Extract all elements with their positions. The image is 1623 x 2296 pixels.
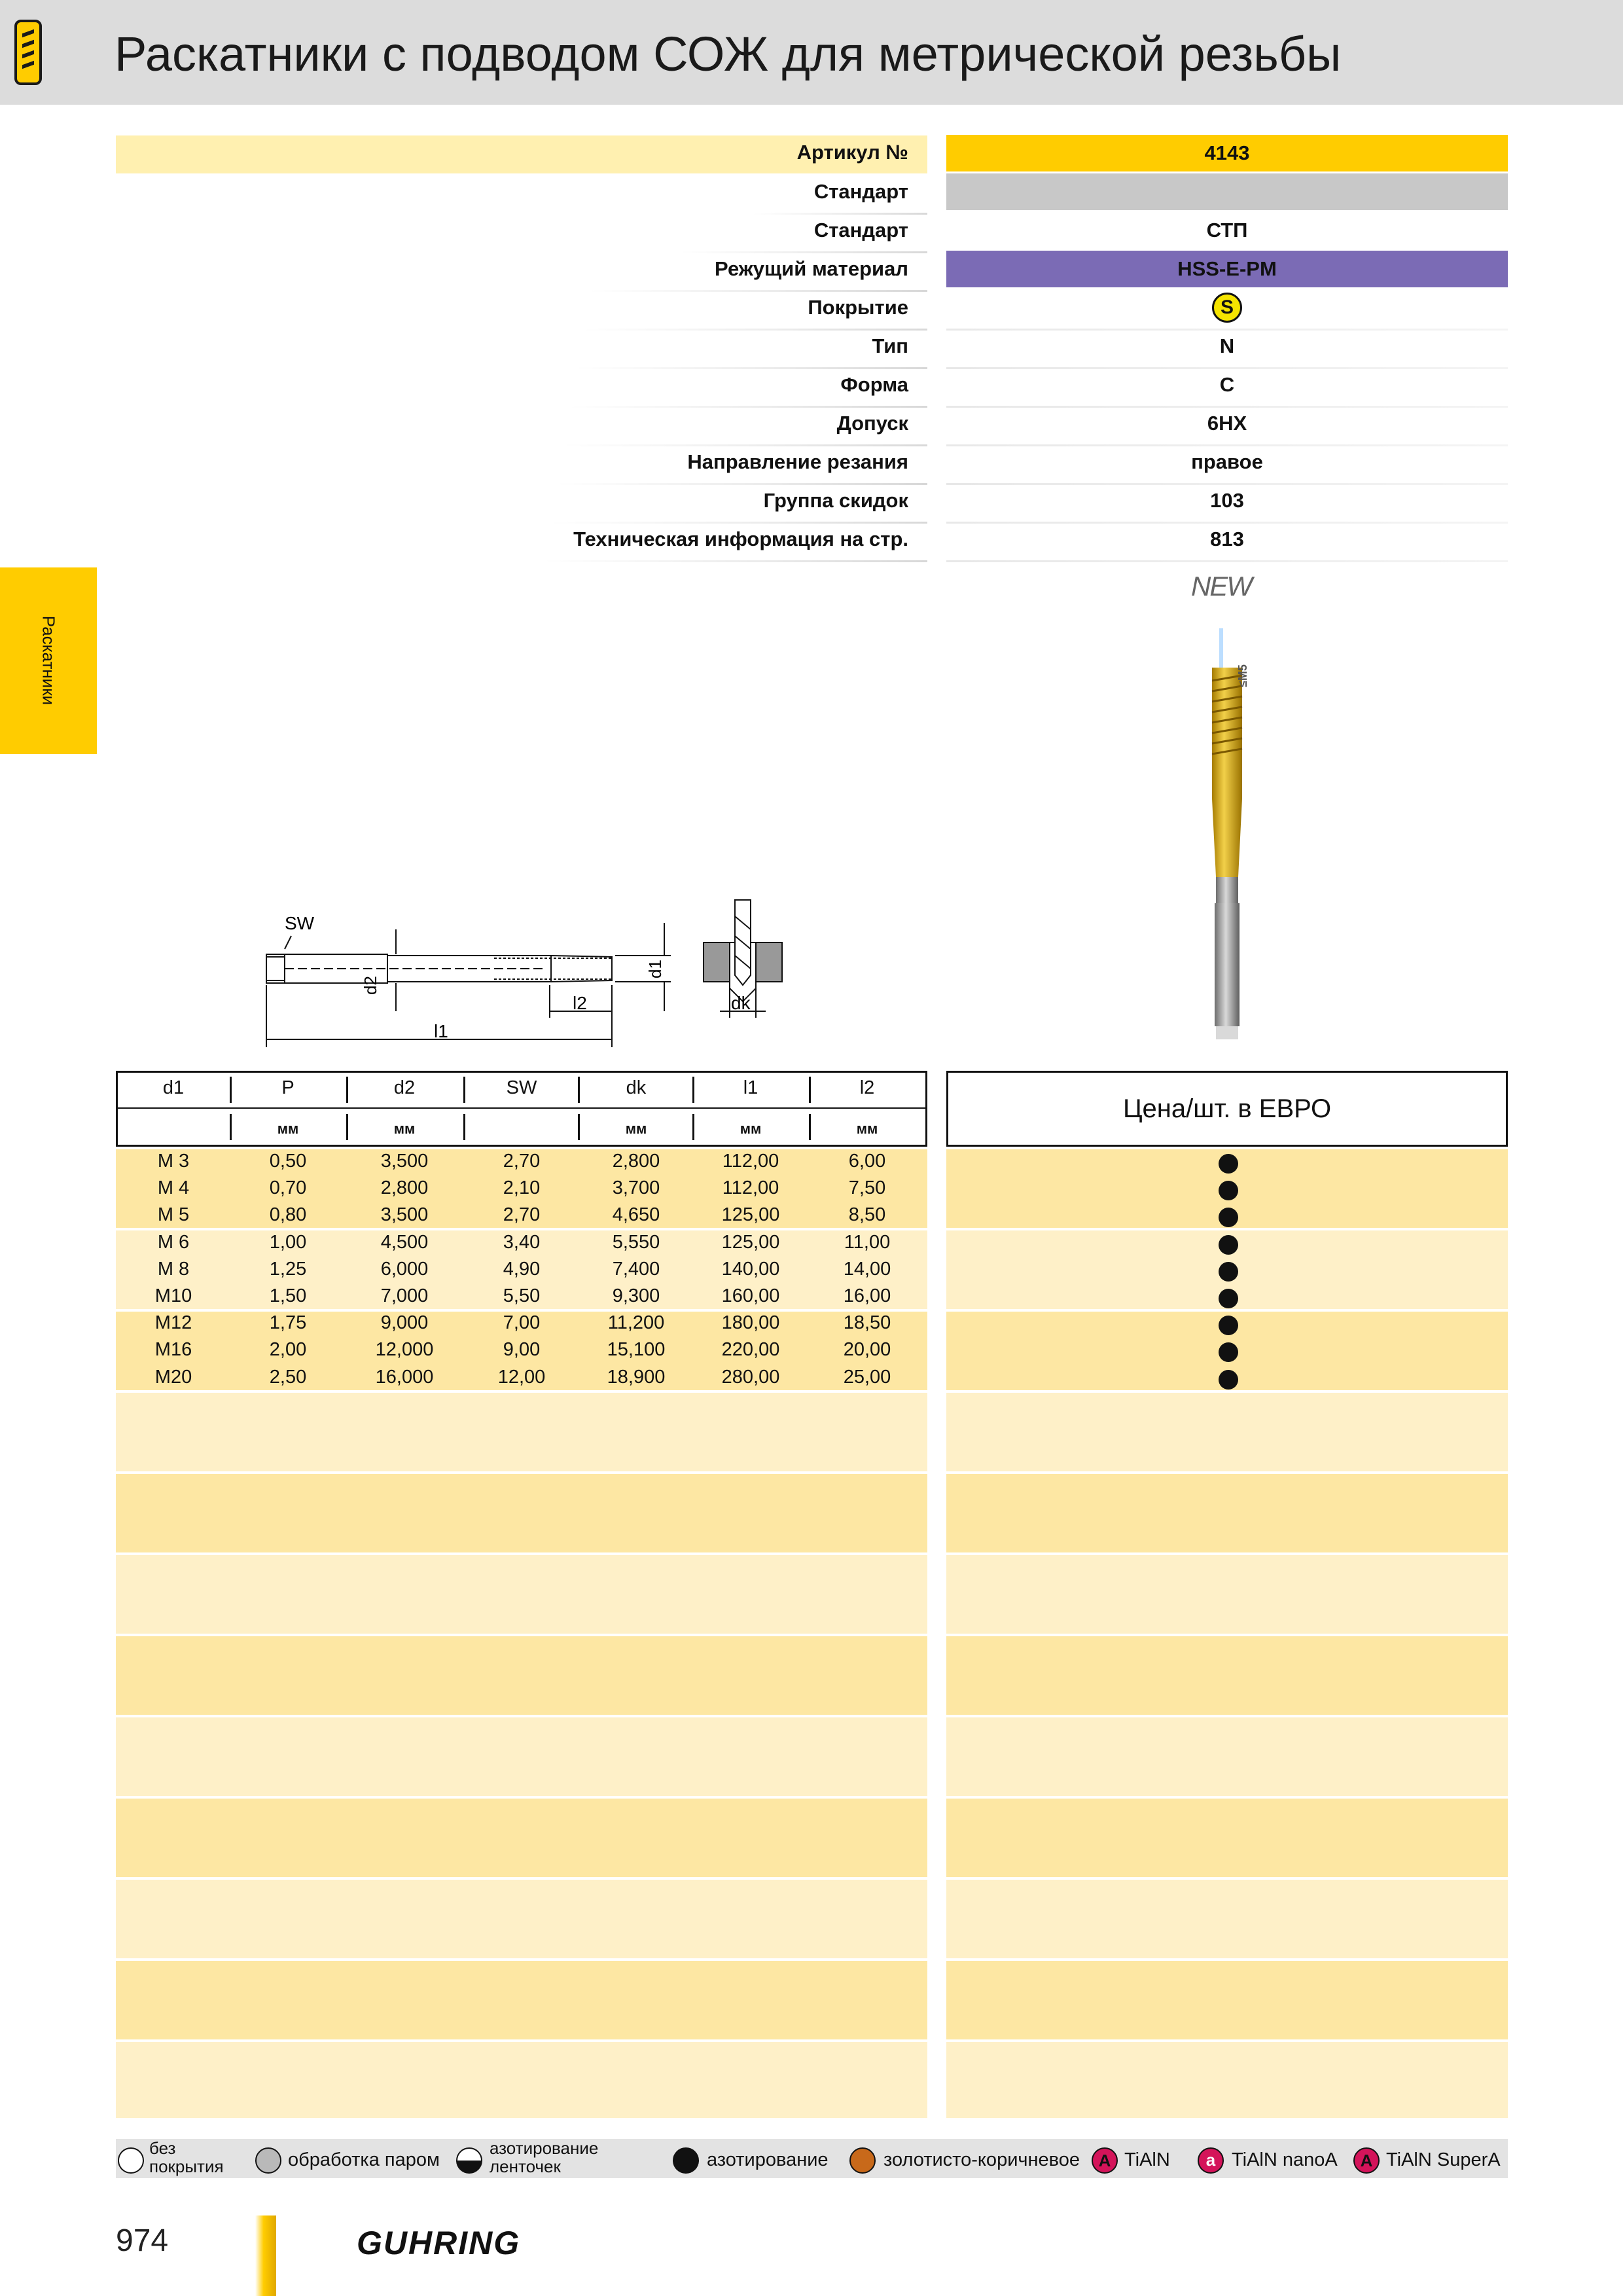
table-cell: 11,200 (607, 1312, 665, 1334)
legend-nitrided: азотирование (707, 2149, 829, 2170)
table-cell: 3,500 (380, 1204, 429, 1226)
row-band (946, 1961, 1508, 2039)
price-header: Цена/шт. в ЕВРО (946, 1071, 1508, 1147)
row-band (116, 1636, 927, 1715)
table-cell: 2,70 (503, 1204, 541, 1226)
table-cell: 112,00 (722, 1151, 779, 1172)
row-band (116, 1555, 927, 1634)
row-band (946, 1717, 1508, 1796)
availability-dot-icon[interactable] (1219, 1154, 1238, 1174)
row-thread-size: M 4 (157, 1177, 190, 1199)
drawing-sw-label: SW (285, 913, 315, 933)
gold-brown-icon (849, 2147, 876, 2174)
column-header-l2: l2 (859, 1077, 875, 1098)
availability-dot-icon[interactable] (1219, 1262, 1238, 1282)
table-cell: 3,40 (503, 1231, 541, 1253)
table-cell: 2,10 (503, 1177, 541, 1199)
availability-dot-icon[interactable] (1219, 1316, 1238, 1335)
table-cell: 1,75 (269, 1312, 307, 1334)
row-band (946, 1636, 1508, 1715)
tialn-supera-icon: A (1353, 2147, 1380, 2174)
row-band (946, 1393, 1508, 1471)
drawing-l2-label: l2 (573, 993, 587, 1013)
article-number: 4143 (946, 135, 1508, 171)
cutting-direction-value: правое (1191, 450, 1263, 473)
column-header-d2: d2 (393, 1077, 416, 1098)
row-band (946, 1555, 1508, 1634)
form-label: Форма (840, 373, 908, 396)
table-cell: 280,00 (721, 1366, 780, 1388)
table-cell: 125,00 (721, 1231, 780, 1253)
table-cell: 12,00 (497, 1366, 546, 1388)
table-cell: 14,00 (843, 1258, 891, 1280)
column-unit: мм (856, 1121, 878, 1137)
tool-size-marking: ≤M5 (1236, 664, 1249, 687)
table-cell: 11,00 (844, 1231, 891, 1253)
tialn-icon: A (1092, 2147, 1118, 2174)
column-header-d1: d1 (162, 1077, 185, 1098)
standard-value (946, 173, 1508, 210)
new-badge: NEW (1191, 571, 1251, 601)
table-cell: 160,00 (721, 1285, 780, 1306)
column-header-l1: l1 (743, 1077, 758, 1098)
table-cell: 15,100 (607, 1339, 666, 1361)
row-thread-size: M20 (154, 1366, 192, 1388)
row-band (946, 1474, 1508, 1552)
table-cell: 2,800 (380, 1177, 429, 1199)
row-band (116, 2042, 927, 2118)
drawing-dk-label: dk (731, 993, 751, 1013)
table-cell: 0,80 (269, 1204, 307, 1226)
tech-info-label: Техническая информация на стр. (573, 528, 908, 550)
table-cell: 125,00 (721, 1204, 780, 1226)
availability-dot-icon[interactable] (1219, 1370, 1238, 1390)
coating-value-cell (946, 289, 1508, 326)
table-cell: 0,70 (269, 1177, 307, 1199)
row-band (116, 1474, 927, 1552)
table-cell: 4,500 (380, 1231, 429, 1253)
table-cell: 20,00 (843, 1339, 891, 1361)
type-value: N (1219, 334, 1235, 357)
legend-tialn-nanoa: TiAlN nanoA (1232, 2149, 1338, 2170)
table-cell: 1,25 (269, 1258, 307, 1280)
drawing-l1-label: l1 (434, 1021, 448, 1041)
row-band (116, 1717, 927, 1796)
row-thread-size: M 6 (157, 1231, 190, 1253)
side-section-tab[interactable] (0, 567, 97, 754)
table-cell: 18,900 (607, 1366, 666, 1388)
coating-s-icon: S (1212, 293, 1242, 323)
steam-treated-icon (255, 2147, 281, 2174)
footer-accent-bar (255, 2215, 276, 2296)
table-cell: 2,50 (269, 1366, 307, 1388)
table-cell: 3,700 (612, 1177, 660, 1199)
table-cell: 7,00 (503, 1312, 541, 1334)
type-label: Тип (872, 334, 908, 357)
row-band (116, 1961, 927, 2039)
table-cell: 9,000 (380, 1312, 429, 1334)
table-cell: 1,00 (269, 1231, 307, 1253)
row-band (116, 1880, 927, 1958)
tolerance-label: Допуск (836, 412, 908, 435)
column-unit: мм (277, 1121, 299, 1137)
legend-tialn: TiAlN (1124, 2149, 1170, 2170)
coating-label: Покрытие (808, 296, 908, 319)
column-header-sw: SW (506, 1077, 537, 1098)
table-cell: 5,50 (503, 1285, 541, 1306)
row-band (116, 1799, 927, 1877)
table-cell: 18,50 (843, 1312, 891, 1334)
table-cell: 4,650 (612, 1204, 660, 1226)
tool-photo (1178, 615, 1276, 1054)
table-cell: 180,00 (721, 1312, 780, 1334)
discount-group-value: 103 (1210, 489, 1244, 512)
table-cell: 112,00 (722, 1177, 779, 1199)
drawing-d2-label: d2 (361, 976, 380, 995)
uncoated-icon (118, 2147, 144, 2174)
row-thread-size: M 5 (157, 1204, 190, 1226)
legend-steam: обработка паром (288, 2149, 440, 2170)
legend-gold-brown: золотисто-коричневое (883, 2149, 1080, 2170)
legend-uncoated: без покрытия (149, 2138, 224, 2176)
row-thread-size: M 8 (157, 1258, 190, 1280)
drawing-d1-label: d1 (645, 960, 665, 978)
table-cell: 16,00 (843, 1285, 891, 1306)
technical-drawing (259, 897, 815, 1054)
availability-dot-icon[interactable] (1219, 1235, 1238, 1255)
table-cell: 6,00 (848, 1151, 886, 1172)
table-cell: 2,800 (612, 1151, 660, 1172)
page-number: 974 (116, 2223, 169, 2258)
row-thread-size: M10 (154, 1285, 192, 1306)
article-label: Артикул № (796, 141, 908, 164)
standard-label: Стандарт (813, 180, 908, 203)
thread-former-icon (14, 20, 42, 85)
table-cell: 7,400 (612, 1258, 660, 1280)
availability-dot-icon[interactable] (1219, 1289, 1238, 1308)
column-unit: мм (393, 1121, 416, 1137)
row-thread-size: M 3 (157, 1151, 190, 1172)
column-unit: мм (625, 1121, 647, 1137)
tolerance-value: 6HX (1207, 412, 1247, 435)
standard-label-2: Стандарт (813, 219, 908, 242)
table-cell: 16,000 (375, 1366, 434, 1388)
table-cell: 9,00 (503, 1339, 541, 1361)
table-cell: 9,300 (612, 1285, 660, 1306)
table-cell: 1,50 (269, 1285, 307, 1306)
column-header-dk: dk (626, 1077, 647, 1098)
table-cell: 7,50 (848, 1177, 886, 1199)
material-value: HSS-E-PM (946, 251, 1508, 287)
legend-tialn-supera: TiAlN SuperA (1386, 2149, 1501, 2170)
cutting-direction-label: Направление резания (687, 450, 908, 473)
brand-logo: GUHRING (357, 2225, 521, 2261)
table-cell: 7,000 (380, 1285, 429, 1306)
discount-group-label: Группа скидок (763, 489, 908, 512)
table-cell: 220,00 (721, 1339, 780, 1361)
row-band (946, 2042, 1508, 2118)
availability-dot-icon[interactable] (1219, 1181, 1238, 1200)
standard-value-2: СТП (1206, 219, 1248, 242)
legend-strip-nitrided: азотирование ленточек (490, 2138, 599, 2176)
row-band (116, 1393, 927, 1471)
table-cell: 6,000 (380, 1258, 429, 1280)
table-cell: 0,50 (269, 1151, 307, 1172)
page-title: Раскатники с подводом СОЖ для метрической резьбы (115, 27, 1342, 81)
table-cell: 4,90 (503, 1258, 541, 1280)
table-cell: 12,000 (375, 1339, 434, 1361)
nitrided-icon (673, 2147, 699, 2174)
tech-info-page[interactable]: 813 (1210, 528, 1244, 550)
table-cell: 5,550 (612, 1231, 660, 1253)
form-value: C (1219, 373, 1235, 396)
row-band (946, 1799, 1508, 1877)
column-unit: мм (740, 1121, 762, 1137)
row-thread-size: M16 (154, 1339, 192, 1361)
column-header-p: P (281, 1077, 294, 1098)
table-cell: 3,500 (380, 1151, 429, 1172)
strip-nitrided-icon (456, 2147, 482, 2174)
table-cell: 2,00 (269, 1339, 307, 1361)
tialn-nanoa-icon: a (1198, 2147, 1224, 2174)
table-cell: 8,50 (848, 1204, 886, 1226)
table-cell: 2,70 (503, 1151, 541, 1172)
material-label: Режущий материал (715, 257, 908, 280)
table-cell: 25,00 (843, 1366, 891, 1388)
row-thread-size: M12 (154, 1312, 192, 1334)
side-tab-label: Раскатники (39, 615, 59, 706)
table-cell: 140,00 (721, 1258, 780, 1280)
row-band (946, 1880, 1508, 1958)
